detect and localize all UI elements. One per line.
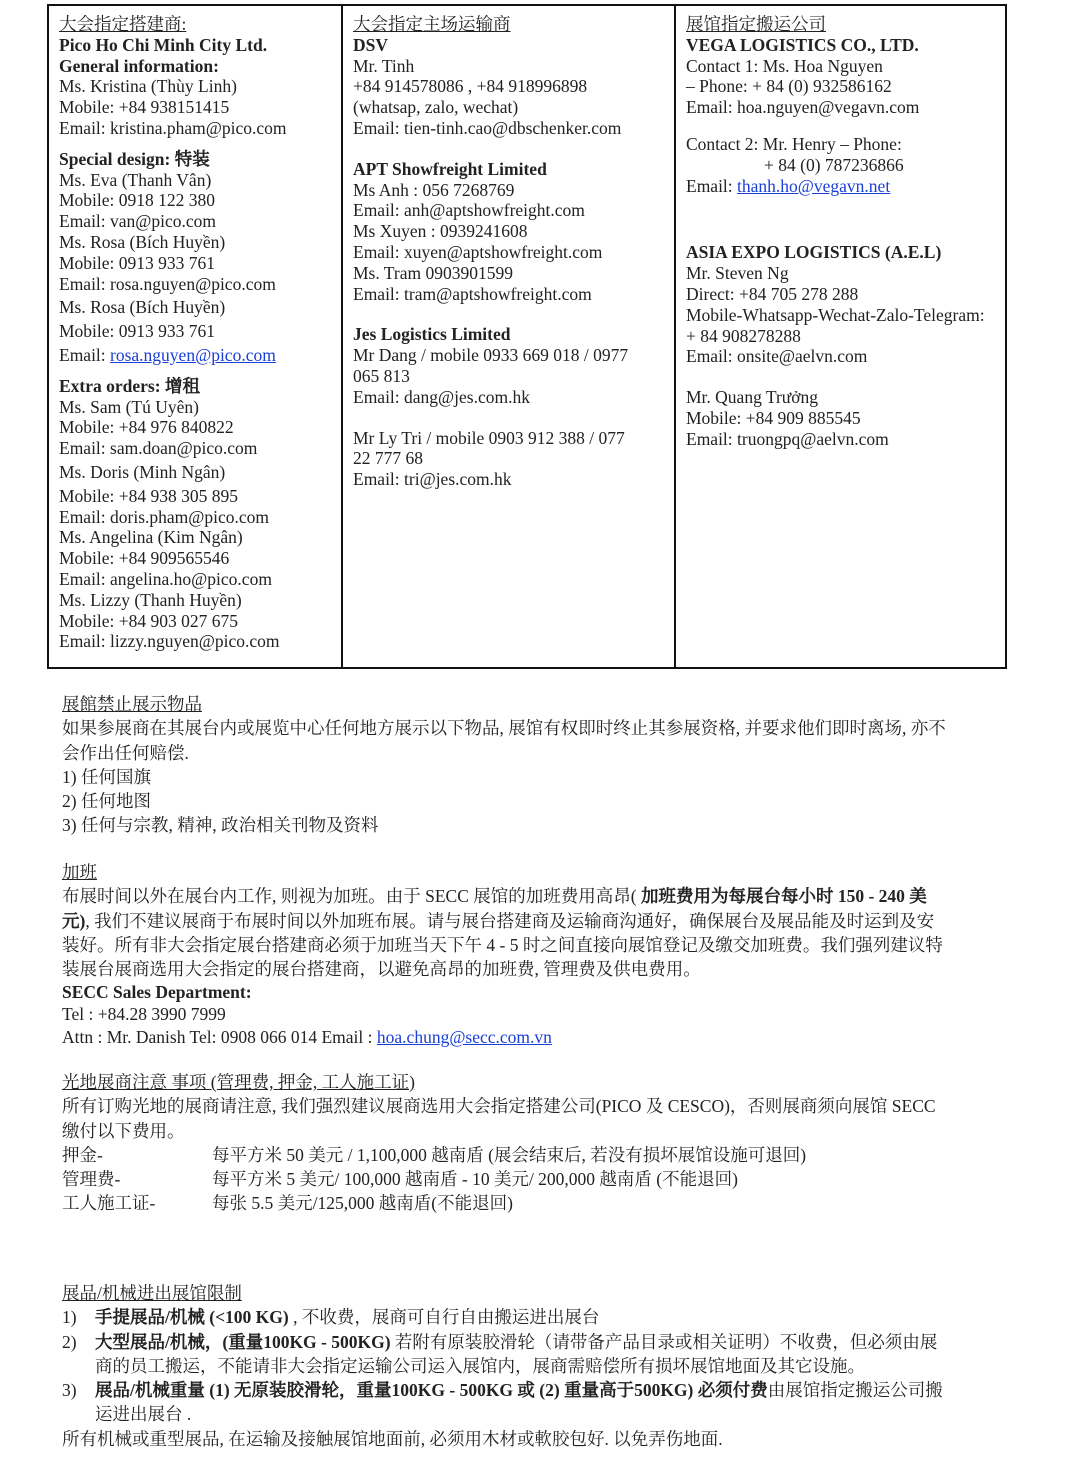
- prohibited-item: 2) 任何地图: [62, 791, 151, 812]
- machinery-footer: 所有机械或重型展品, 在运输及接触展馆地面前, 必须用木材或軟胶包好. 以免弄伤地面.: [62, 1428, 723, 1449]
- machinery-item: [62, 1305, 1022, 1329]
- contact-line: Mr Ly Tri / mobile 0903 912 388 / 077: [353, 427, 625, 448]
- contact-line: Mr. Quang Trưởng: [686, 387, 819, 408]
- contact-line: Direct: +84 705 278 288: [686, 283, 859, 304]
- contact-line: Mr. Tinh: [353, 55, 415, 76]
- raw-space-intro: 所有订购光地的展商请注意, 我们强烈建议展商选用大会指定搭建公司(PICO 及 CESCO)，否则展商须向展馆 SECC: [62, 1096, 936, 1117]
- machinery-title: 展品/机械进出展馆限制: [62, 1283, 242, 1303]
- prohibited-item: 1) 任何国旗: [62, 766, 151, 787]
- contact-line: Email: lizzy.nguyen@pico.com: [59, 631, 280, 652]
- prohibited-section: [62, 692, 1022, 838]
- raw-space-section: [62, 1070, 1022, 1216]
- contact-line: Mobile: +84 976 840822: [59, 417, 234, 438]
- overtime-text: , 我们不建议展商于布展时间以外加班布展。请与展台搭建商及运输商沟通好，确保展台及展品能及时运到及安: [85, 910, 935, 931]
- secc-tel: Tel : +84.28 3990 7999: [62, 1004, 226, 1025]
- contact-line: Contact 1: Ms. Hoa Nguyen: [686, 55, 883, 76]
- overtime-text: 装展台展商选用大会指定的展台搭建商，以避免高昂的加班费, 管理费及供电费用。: [62, 959, 701, 980]
- forwarder-heading: 大会指定主场运输商: [353, 14, 511, 34]
- item-bold: 大型展品/机械，(重量100KG - 500KG): [95, 1331, 391, 1352]
- contact-line: Ms. Rosa (Bích Huyền): [59, 231, 226, 252]
- contact-line: Mobile: 0913 933 761: [59, 321, 216, 342]
- item-text: 运进出展台 .: [95, 1404, 192, 1425]
- item-number: 2): [62, 1331, 77, 1352]
- contact-line: Email: hoa.nguyen@vegavn.com: [686, 97, 920, 118]
- item-text: 由展馆指定搬运公司搬: [767, 1380, 943, 1401]
- item-text: , 不收费，展商可自行自由搬运进出展台: [288, 1307, 600, 1328]
- contact-line: Mobile: 0913 933 761: [59, 252, 216, 273]
- dsv-name: DSV: [353, 34, 389, 55]
- contractor-heading: 大会指定搭建商:: [59, 14, 187, 34]
- contact-line: Mobile: +84 903 027 675: [59, 610, 239, 631]
- contact-line: Email: rosa.nguyen@pico.com: [59, 273, 276, 294]
- contact-line: Contact 2: Mr. Henry – Phone:: [686, 133, 902, 154]
- extra-orders-title: Extra orders: 增租: [59, 375, 200, 396]
- forwarder-column: [343, 6, 676, 667]
- contact-line: Email: sam.doan@pico.com: [59, 438, 258, 459]
- contact-line: Email: anh@aptshowfreight.com: [353, 200, 585, 221]
- jes-name: Jes Logistics Limited: [353, 324, 511, 345]
- contact-line: Ms. Tram 0903901599: [353, 262, 513, 283]
- item-number: 1): [62, 1307, 77, 1328]
- contact-line: – Phone: + 84 (0) 932586162: [686, 76, 892, 97]
- overtime-section: [62, 860, 1022, 1049]
- contact-line: Ms. Doris (Minh Ngân): [59, 461, 226, 482]
- contact-line: Email: tien-tinh.cao@dbschenker.com: [353, 117, 622, 138]
- overtime-fee: 加班费用为每展台每小时 150 - 240 美: [636, 886, 927, 907]
- fee-row: [62, 1143, 1022, 1167]
- fee-row: [62, 1167, 1022, 1191]
- vega-name: VEGA LOGISTICS CO., LTD.: [686, 34, 919, 55]
- fee-label: 押金-: [62, 1144, 103, 1165]
- contact-line: + 84 (0) 787236866: [764, 154, 904, 175]
- handler-column: [676, 6, 1005, 667]
- contact-line: 065 813: [353, 365, 410, 386]
- contact-line: Ms. Kristina (Thùy Linh): [59, 76, 237, 97]
- secc-email-link[interactable]: hoa.chung@secc.com.vn: [376, 1027, 552, 1048]
- handler-heading: 展馆指定搬运公司: [686, 14, 826, 34]
- contact-line: Ms Xuyen : 0939241608: [353, 221, 528, 242]
- machinery-item: [62, 1330, 1022, 1379]
- contact-line: Ms. Rosa (Bích Huyền): [59, 297, 226, 318]
- contact-line: Email: xuyen@aptshowfreight.com: [353, 241, 603, 262]
- contact-table: [47, 4, 1007, 669]
- general-info-title: General information:: [59, 55, 219, 76]
- contact-line: 22 777 68: [353, 448, 423, 469]
- item-text: 商的员工搬运，不能请非大会指定运输公司运入展馆内，展商需赔偿所有损坏展馆地面及其它设施。: [95, 1355, 865, 1376]
- contractor-company: Pico Ho Chi Minh City Ltd.: [59, 34, 268, 55]
- contractor-column: [49, 6, 343, 667]
- apt-name: APT Showfreight Limited: [353, 158, 547, 179]
- contact-line: Email: dang@jes.com.hk: [353, 386, 530, 407]
- prohibited-intro: 会作出任何赔偿.: [62, 742, 189, 763]
- contact-line: Ms. Sam (Tú Uyên): [59, 396, 199, 417]
- contact-line: Mobile-Whatsapp-Wechat-Zalo-Telegram:: [686, 304, 985, 325]
- overtime-text: 布展时间以外在展台内工作, 则视为加班。由于 SECC 展馆的加班费用高昂(: [62, 886, 637, 907]
- raw-space-intro: 缴付以下费用。: [62, 1120, 185, 1141]
- contact-line: Ms. Angelina (Kim Ngân): [59, 527, 243, 548]
- fee-label: 管理费-: [62, 1169, 121, 1190]
- machinery-item: [62, 1378, 1022, 1427]
- fee-label: 工人施工证-: [62, 1193, 156, 1214]
- contact-line: Ms. Lizzy (Thanh Huyền): [59, 589, 242, 610]
- contact-line: Mobile: +84 909 885545: [686, 407, 861, 428]
- raw-space-title: 光地展商注意 事项 (管理费, 押金, 工人施工证): [62, 1072, 415, 1092]
- contact-line: Mobile: 0918 122 380: [59, 190, 216, 211]
- secc-dept: SECC Sales Department:: [62, 982, 252, 1003]
- email-label: Email:: [686, 175, 738, 196]
- contact-line: Ms Anh : 056 7268769: [353, 179, 515, 200]
- contact-line: + 84 908278288: [686, 325, 801, 346]
- item-bold: 展品/机械重量 (1) 无原装胶滑轮，重量100KG - 500KG 或 (2) 重量高于500KG) 必须付费: [95, 1380, 768, 1401]
- secc-attn: Attn : Mr. Danish Tel: 0908 066 014 Email :: [62, 1027, 377, 1048]
- email-label: Email:: [59, 344, 111, 365]
- contact-line: Email: kristina.pham@pico.com: [59, 117, 287, 138]
- item-number: 3): [62, 1380, 77, 1401]
- contact-line: Mobile: +84 909565546: [59, 548, 230, 569]
- fee-row: [62, 1191, 1022, 1215]
- machinery-section: [62, 1281, 1022, 1451]
- fee-value: 每平方米 5 美元/ 100,000 越南盾 - 10 美元/ 200,000 越南盾 (不能退回): [212, 1169, 738, 1190]
- contact-line: Mobile: +84 938151415: [59, 97, 230, 118]
- contact-line: Ms. Eva (Thanh Vân): [59, 169, 212, 190]
- contact-line: Email: tri@jes.com.hk: [353, 469, 512, 490]
- contact-line: +84 914578086 , +84 918996898: [353, 76, 588, 97]
- overtime-fee: 元): [62, 910, 86, 931]
- contact-line: Email: onsite@aelvn.com: [686, 346, 868, 367]
- fee-value: 每张 5.5 美元/125,000 越南盾(不能退回): [212, 1193, 513, 1214]
- vega-email-link[interactable]: thanh.ho@vegavn.net: [737, 175, 891, 196]
- overtime-text: 装好。所有非大会指定展台搭建商必须于加班当天下午 4 - 5 时之间直接向展馆登记及缴交加班费。我们强列建议特: [62, 934, 943, 955]
- fee-value: 每平方米 50 美元 / 1,100,000 越南盾 (展会结束后, 若没有损坏展馆设施可退回): [212, 1144, 807, 1165]
- rosa-email-link[interactable]: rosa.nguyen@pico.com: [110, 344, 276, 365]
- contact-line: Email: tram@aptshowfreight.com: [353, 283, 592, 304]
- prohibited-item: 3) 任何与宗教, 精神, 政治相关刊物及资料: [62, 815, 379, 836]
- contact-line: Email: doris.pham@pico.com: [59, 506, 270, 527]
- contact-line: Email: angelina.ho@pico.com: [59, 568, 272, 589]
- prohibited-title: 展館禁止展示物品: [62, 694, 202, 714]
- ael-name: ASIA EXPO LOGISTICS (A.E.L): [686, 242, 942, 263]
- item-bold: 手提展品/机械 (<100 KG): [95, 1307, 289, 1328]
- overtime-title: 加班: [62, 862, 97, 882]
- contact-line: Email: van@pico.com: [59, 211, 217, 232]
- contact-line: Email: truongpq@aelvn.com: [686, 428, 889, 449]
- contact-line: Mr. Steven Ng: [686, 263, 789, 284]
- special-design-title: Special design: 特装: [59, 148, 210, 169]
- prohibited-intro: 如果参展商在其展台内或展览中心任何地方展示以下物品, 展馆有权即时终止其参展资格, 并要求他们即时离场, 亦不: [62, 718, 946, 739]
- contact-line: Mobile: +84 938 305 895: [59, 485, 239, 506]
- item-text: 若附有原装胶滑轮（请带备产品目录或相关证明）不收费，但必须由展: [390, 1331, 938, 1352]
- contact-line: (whatsap, zalo, wechat): [353, 97, 519, 118]
- contact-line: Mr Dang / mobile 0933 669 018 / 0977: [353, 345, 629, 366]
